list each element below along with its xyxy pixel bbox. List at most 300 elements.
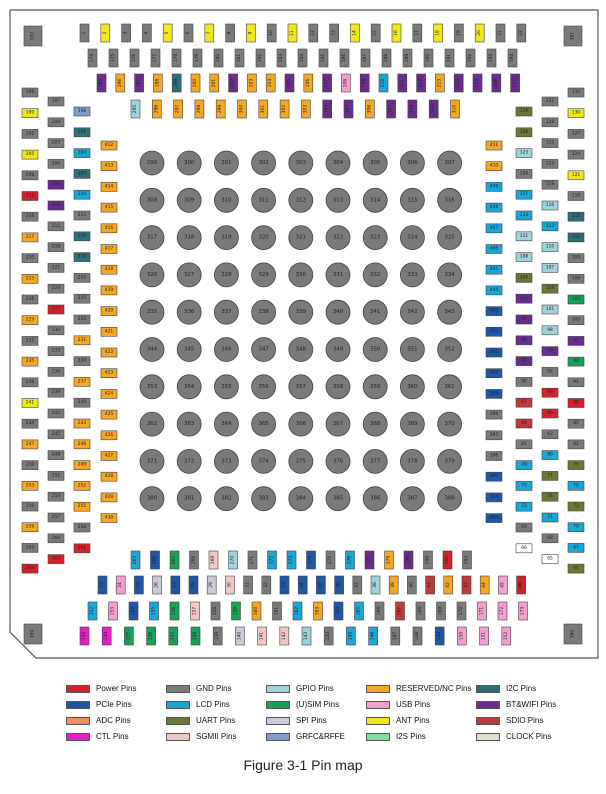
bottom-row-3-pin bbox=[88, 602, 97, 620]
ball-number: 307 bbox=[444, 160, 455, 166]
pin-number: 408 bbox=[489, 205, 499, 211]
left-col-a-pin bbox=[22, 212, 38, 221]
pin-number: 253 bbox=[25, 483, 35, 489]
left-col-b-pin bbox=[48, 451, 64, 460]
bottom-row-3-pin bbox=[211, 602, 220, 620]
pin-number: 18 bbox=[435, 30, 441, 36]
pin-number: 177 bbox=[153, 53, 158, 63]
right-col-a-pin bbox=[568, 419, 584, 428]
pin-number: 405 bbox=[489, 267, 499, 273]
left-col-a-pin bbox=[22, 336, 38, 345]
pin-number: 76 bbox=[573, 483, 579, 489]
left-col-c-pin bbox=[74, 544, 90, 553]
left-col-c-pin bbox=[74, 523, 90, 532]
right-col-a-pin bbox=[568, 129, 584, 138]
pin-number: 226 bbox=[25, 297, 35, 302]
center-ground-ball bbox=[177, 487, 201, 511]
ball-number: 348 bbox=[295, 346, 306, 353]
top-row-3-pin bbox=[379, 74, 388, 92]
bottom-row-1-pin bbox=[229, 551, 238, 569]
right-col-d-pin bbox=[486, 472, 502, 481]
pin-number: 16 bbox=[394, 30, 399, 36]
pin-number: 99 bbox=[521, 317, 527, 322]
center-ground-ball bbox=[252, 487, 276, 511]
pin-number: 103 bbox=[571, 297, 581, 302]
pin-number: 280 bbox=[425, 555, 431, 565]
pin-number: 269 bbox=[211, 555, 216, 565]
pin-number: 202 bbox=[25, 131, 35, 137]
left-col-c-pin bbox=[74, 440, 90, 449]
center-ground-ball bbox=[400, 226, 424, 250]
ball-number: 383 bbox=[258, 495, 269, 502]
pin-number: 149 bbox=[437, 631, 443, 641]
top-row-2-pin bbox=[466, 49, 475, 67]
top-row-2-pin bbox=[151, 49, 160, 67]
pin-number: 182 bbox=[258, 53, 263, 63]
left-col-b-pin bbox=[48, 492, 64, 501]
top-row-2-pin bbox=[277, 49, 286, 67]
pin-number: 181 bbox=[237, 53, 242, 63]
left-col-a-pin bbox=[22, 378, 38, 387]
center-ground-ball bbox=[177, 188, 201, 212]
pin-number: 260 bbox=[51, 535, 61, 541]
ball-number: 304 bbox=[332, 160, 344, 166]
top-row-4-pin bbox=[216, 100, 225, 118]
right-col-c-pin bbox=[516, 149, 532, 158]
pin-number: 180 bbox=[216, 53, 221, 63]
pin-number: 244 bbox=[25, 421, 35, 427]
top-row-1-pin bbox=[330, 24, 339, 42]
bottom-row-2-pin bbox=[189, 576, 198, 594]
left-col-d-pin bbox=[101, 514, 117, 523]
ball-number: 385 bbox=[332, 495, 344, 502]
legend-label: UART Pins bbox=[196, 716, 236, 725]
top-row-1-pin bbox=[122, 24, 131, 42]
pin-number: 101 bbox=[545, 307, 555, 312]
left-col-a-pin bbox=[22, 192, 38, 201]
top-row-2-pin bbox=[130, 49, 139, 67]
pin-number: 279 bbox=[406, 555, 411, 565]
ball-number: 375 bbox=[295, 458, 306, 465]
center-ground-ball bbox=[252, 375, 276, 399]
ball-number: 382 bbox=[221, 495, 232, 502]
ball-number: 312 bbox=[295, 197, 306, 204]
right-col-d-pin bbox=[486, 162, 502, 171]
pin-number: 426 bbox=[104, 432, 114, 438]
pin-number: 258 bbox=[77, 525, 87, 530]
pin-number: 141 bbox=[259, 631, 265, 641]
top-row-4-pin bbox=[131, 100, 140, 118]
pin-number: 401 bbox=[489, 350, 499, 355]
pin-number: 175 bbox=[111, 53, 116, 63]
ball-number: 363 bbox=[184, 421, 195, 428]
right-col-d-pin bbox=[486, 514, 502, 523]
left-col-b-pin bbox=[48, 97, 64, 106]
left-col-a-pin bbox=[22, 150, 38, 159]
center-ground-ball bbox=[438, 226, 462, 250]
pin-number: 105 bbox=[519, 275, 529, 281]
pin-number: 82 bbox=[573, 441, 579, 447]
pin-number: 199 bbox=[174, 78, 180, 88]
pin-number: 179 bbox=[195, 53, 200, 63]
corner-pad bbox=[564, 624, 582, 644]
pin-number: 21 bbox=[498, 30, 503, 36]
center-ground-ball bbox=[177, 226, 201, 250]
top-row-4-pin bbox=[195, 100, 204, 118]
ball-number: 365 bbox=[258, 421, 269, 428]
pin-number: 246 bbox=[77, 441, 87, 447]
bottom-row-2-pin bbox=[389, 576, 398, 594]
pin-number: 125 bbox=[545, 140, 555, 146]
right-col-c-pin bbox=[516, 107, 532, 116]
pin-number: 191 bbox=[447, 53, 452, 63]
center-ground-ball bbox=[177, 151, 201, 175]
top-row-4-pin bbox=[408, 100, 417, 118]
ball-number: 372 bbox=[184, 458, 195, 465]
pin-number: 234 bbox=[77, 358, 87, 364]
pin-number: 206 bbox=[305, 78, 311, 88]
pin-number: 281 bbox=[445, 555, 450, 565]
top-row-1-pin bbox=[246, 24, 255, 42]
pin-number: 172 bbox=[500, 606, 505, 616]
center-ground-ball bbox=[326, 151, 350, 175]
left-col-c-pin bbox=[74, 315, 90, 324]
bottom-row-4-pin bbox=[302, 627, 311, 645]
pin-number: 78 bbox=[521, 462, 527, 468]
pin-number: 136 bbox=[148, 631, 154, 641]
bottom-row-1-pin bbox=[424, 551, 433, 569]
pin-number: 201 bbox=[77, 129, 87, 135]
pin-number: 430 bbox=[104, 515, 114, 521]
pin-number: 219 bbox=[77, 254, 87, 260]
right-col-a-pin bbox=[568, 564, 584, 573]
ball-number: 310 bbox=[221, 197, 232, 204]
ball-number: 338 bbox=[258, 309, 269, 316]
ball-number: 341 bbox=[370, 309, 381, 316]
pin-number: 111 bbox=[519, 233, 529, 239]
top-row-1-pin bbox=[163, 24, 172, 42]
top-row-2-pin bbox=[172, 49, 181, 67]
ball-number: 388 bbox=[444, 495, 455, 502]
pin-number: 138 bbox=[193, 631, 198, 641]
right-col-c-pin bbox=[516, 232, 532, 241]
left-col-b-pin bbox=[48, 347, 64, 356]
right-col-d-pin bbox=[486, 327, 502, 336]
top-row-3-pin bbox=[323, 74, 332, 92]
pin-number: 158 bbox=[213, 606, 218, 616]
ball-number: 353 bbox=[146, 383, 158, 390]
pin-number: 137 bbox=[170, 631, 176, 641]
pin-number: 122 bbox=[545, 161, 555, 167]
bottom-row-2-pin bbox=[480, 576, 489, 594]
pin-number: 183 bbox=[279, 53, 284, 63]
top-row-1-pin bbox=[413, 24, 422, 42]
pin-number: 411 bbox=[489, 143, 499, 148]
top-row-2-pin bbox=[235, 49, 244, 67]
ball-number: 318 bbox=[184, 234, 195, 241]
bottom-row-3-pin bbox=[191, 602, 200, 620]
pin-number: 241 bbox=[25, 400, 35, 406]
pin-number: 215 bbox=[475, 78, 480, 88]
left-col-c-pin bbox=[74, 398, 90, 407]
top-row-3-pin bbox=[229, 74, 238, 92]
top-row-3-pin bbox=[266, 74, 275, 92]
center-ground-ball bbox=[326, 375, 350, 399]
ball-number: 380 bbox=[146, 495, 158, 502]
bottom-row-4-pin bbox=[80, 627, 89, 645]
pin-number: 169 bbox=[438, 606, 444, 616]
center-ground-ball bbox=[438, 449, 462, 473]
pin-number: 71 bbox=[547, 515, 553, 520]
legend-swatch bbox=[366, 733, 390, 741]
center-ground-ball bbox=[252, 300, 276, 324]
pin-number: 170 bbox=[459, 606, 464, 616]
pin-number: 273 bbox=[289, 555, 294, 565]
legend-swatch bbox=[266, 717, 290, 725]
right-col-b-pin bbox=[542, 471, 558, 480]
center-ground-ball bbox=[140, 300, 164, 324]
pin-number: 242 bbox=[51, 411, 61, 416]
pin-number: 240 bbox=[77, 400, 87, 406]
ball-number: 376 bbox=[332, 458, 344, 465]
bottom-row-4-pin bbox=[480, 627, 489, 645]
ball-number: 309 bbox=[184, 197, 195, 204]
pin-number: 202 bbox=[230, 78, 236, 88]
bottom-row-4-pin bbox=[235, 627, 244, 645]
right-col-b-pin bbox=[542, 139, 558, 148]
center-ground-ball bbox=[289, 226, 313, 250]
left-col-a-pin bbox=[22, 502, 38, 511]
pin-number: 257 bbox=[51, 515, 61, 520]
pin-number: 220 bbox=[25, 255, 35, 261]
bottom-row-4-pin bbox=[258, 627, 267, 645]
center-ground-ball bbox=[140, 151, 164, 175]
left-col-c-pin bbox=[74, 377, 90, 386]
right-col-a-pin bbox=[568, 150, 584, 159]
pin-number: 90 bbox=[521, 379, 527, 385]
pin-number: 197 bbox=[136, 78, 142, 88]
pin-number: 209 bbox=[362, 78, 368, 88]
right-col-b-pin bbox=[542, 284, 558, 293]
pin-number: 160 bbox=[254, 606, 259, 616]
top-row-2-pin bbox=[340, 49, 349, 67]
pin-number: 195 bbox=[99, 78, 104, 88]
right-col-a-pin bbox=[568, 502, 584, 511]
center-ground-ball bbox=[140, 338, 164, 362]
bottom-row-2-pin bbox=[98, 576, 107, 594]
pin-number: 425 bbox=[104, 412, 114, 418]
right-col-d-pin bbox=[486, 389, 502, 398]
pin-number: 134 bbox=[104, 631, 110, 641]
right-col-a-pin bbox=[568, 274, 584, 283]
right-col-c-pin bbox=[516, 253, 532, 262]
pin-number: 176 bbox=[132, 53, 137, 63]
legend-label: ADC Pins bbox=[96, 716, 131, 725]
center-ground-ball bbox=[289, 151, 313, 175]
ball-number: 378 bbox=[407, 458, 418, 465]
left-col-c-pin bbox=[74, 128, 90, 137]
pin-number: 310 bbox=[452, 104, 458, 114]
left-col-c-pin bbox=[74, 294, 90, 303]
bottom-row-1-pin bbox=[443, 551, 452, 569]
center-ground-ball bbox=[326, 338, 350, 362]
pin-number: 109 bbox=[571, 255, 581, 261]
center-ground-ball bbox=[177, 300, 201, 324]
ball-number: 323 bbox=[370, 234, 381, 241]
pin-number: 4 bbox=[144, 31, 150, 35]
pin-number: 230 bbox=[51, 327, 61, 333]
pin-number: 119 bbox=[545, 182, 555, 188]
corner-pad bbox=[564, 26, 582, 46]
pin-number: 28 bbox=[191, 582, 196, 588]
pin-number: 46 bbox=[518, 582, 524, 588]
bottom-row-1-pin bbox=[248, 551, 257, 569]
left-col-d-pin bbox=[101, 286, 117, 295]
pin-number: 43 bbox=[464, 582, 469, 588]
pin-number: 77 bbox=[547, 473, 553, 479]
pin-number: 303 bbox=[303, 104, 309, 114]
left-col-d-pin bbox=[101, 369, 117, 378]
ball-number: 302 bbox=[258, 160, 269, 166]
left-col-d-pin bbox=[101, 493, 117, 502]
ball-number: 377 bbox=[370, 458, 381, 465]
pin-number: 276 bbox=[347, 555, 353, 565]
center-ground-ball bbox=[214, 151, 238, 175]
right-col-a-pin bbox=[568, 109, 584, 118]
top-row-1-pin bbox=[267, 24, 276, 42]
pin-number: 208 bbox=[25, 172, 35, 178]
pin-number: 8 bbox=[227, 31, 233, 35]
center-ground-ball bbox=[400, 300, 424, 324]
bottom-row-2-pin bbox=[371, 576, 380, 594]
pin-number: 7 bbox=[206, 31, 212, 35]
ball-number: 319 bbox=[221, 234, 232, 241]
pin-number: 155 bbox=[151, 606, 157, 616]
pin-number: 102 bbox=[519, 296, 529, 302]
ball-number: 311 bbox=[258, 197, 269, 204]
pin-number: 228 bbox=[77, 317, 87, 322]
pin-number: 2 bbox=[102, 31, 108, 35]
bottom-row-4-pin bbox=[147, 627, 156, 645]
pin-number: 115 bbox=[571, 214, 581, 220]
ball-number: 352 bbox=[444, 346, 455, 353]
pin-number: 282 bbox=[464, 555, 470, 565]
center-ground-ball bbox=[438, 412, 462, 436]
top-row-2-pin bbox=[214, 49, 223, 67]
ball-number: 327 bbox=[184, 271, 195, 278]
pin-number: 261 bbox=[77, 545, 87, 551]
pin-number: 140 bbox=[237, 631, 243, 641]
legend-label: LCD Pins bbox=[196, 700, 230, 709]
pin-number: 80 bbox=[547, 452, 553, 458]
center-ground-ball bbox=[326, 449, 350, 473]
center-ground-ball bbox=[289, 449, 313, 473]
right-col-a-pin bbox=[568, 481, 584, 490]
pin-number: 203 bbox=[51, 140, 61, 146]
ball-number: 349 bbox=[332, 346, 344, 353]
pin-number: 224 bbox=[51, 286, 61, 292]
pin-number: 203 bbox=[249, 78, 255, 88]
top-row-1-pin bbox=[309, 24, 318, 42]
left-col-a-pin bbox=[22, 171, 38, 180]
pin-number: 196 bbox=[117, 78, 123, 88]
bottom-row-3-pin bbox=[437, 602, 446, 620]
center-ground-ball bbox=[140, 449, 164, 473]
center-ground-ball bbox=[400, 449, 424, 473]
legend-swatch bbox=[366, 701, 390, 709]
pin-number: 239 bbox=[51, 390, 61, 396]
bottom-row-4-pin bbox=[191, 627, 200, 645]
bottom-row-1-pin bbox=[385, 551, 394, 569]
ball-number: 317 bbox=[146, 234, 158, 241]
top-row-3-pin bbox=[417, 74, 426, 92]
pin-number: 100 bbox=[571, 317, 581, 323]
pin-number: 40 bbox=[409, 582, 415, 588]
ball-number: 343 bbox=[444, 309, 455, 316]
pin-number: 264 bbox=[25, 566, 35, 572]
center-ground-ball bbox=[252, 226, 276, 250]
center-ground-ball bbox=[289, 338, 313, 362]
pin-number: 213 bbox=[437, 78, 443, 88]
right-col-b-pin bbox=[542, 430, 558, 439]
ball-number: 357 bbox=[295, 383, 306, 390]
top-row-1-pin bbox=[80, 24, 89, 42]
right-col-c-pin bbox=[516, 481, 532, 490]
center-ground-ball bbox=[177, 338, 201, 362]
left-col-c-pin bbox=[74, 336, 90, 345]
bottom-row-2-pin bbox=[153, 576, 162, 594]
pin-number: 304 bbox=[324, 104, 330, 114]
ball-number: 387 bbox=[407, 495, 418, 502]
pin-number: 118 bbox=[571, 193, 581, 199]
bottom-row-2-pin bbox=[207, 576, 216, 594]
pin-number: 39 bbox=[391, 582, 397, 588]
left-col-b-pin bbox=[48, 139, 64, 148]
legend-label: Power Pins bbox=[96, 684, 137, 693]
left-col-b-pin bbox=[48, 284, 64, 293]
pin-number: 164 bbox=[336, 606, 341, 616]
left-col-a-pin bbox=[22, 481, 38, 490]
pin-number: 248 bbox=[51, 452, 61, 458]
pin-number: 33 bbox=[282, 582, 287, 588]
pin-number: 308 bbox=[409, 104, 415, 114]
bottom-row-4-pin bbox=[457, 627, 466, 645]
pin-number: 301 bbox=[260, 104, 266, 114]
ball-number: 336 bbox=[184, 309, 195, 316]
top-row-3-pin bbox=[285, 74, 294, 92]
pin-number: 17 bbox=[414, 30, 420, 36]
pin-number: 157 bbox=[192, 606, 198, 616]
pin-number: 22 bbox=[518, 30, 524, 36]
left-col-a-pin bbox=[22, 461, 38, 470]
pin-number: 35 bbox=[318, 582, 324, 588]
pin-number: 214 bbox=[456, 78, 462, 88]
pin-number: 20 bbox=[477, 30, 483, 36]
right-col-b-pin bbox=[542, 201, 558, 210]
ball-number: 367 bbox=[332, 421, 344, 428]
center-ground-ball bbox=[289, 263, 313, 287]
pin-number: 231 bbox=[77, 337, 87, 343]
bottom-row-4-pin bbox=[280, 627, 289, 645]
pin-number: 168 bbox=[418, 606, 423, 616]
center-ground-ball bbox=[252, 263, 276, 287]
pin-number: 200 bbox=[193, 78, 198, 88]
right-col-a-pin bbox=[568, 233, 584, 242]
center-ground-ball bbox=[326, 487, 350, 511]
ball-number: 346 bbox=[221, 346, 232, 353]
center-ground-ball bbox=[400, 412, 424, 436]
ball-number: 342 bbox=[407, 309, 418, 316]
